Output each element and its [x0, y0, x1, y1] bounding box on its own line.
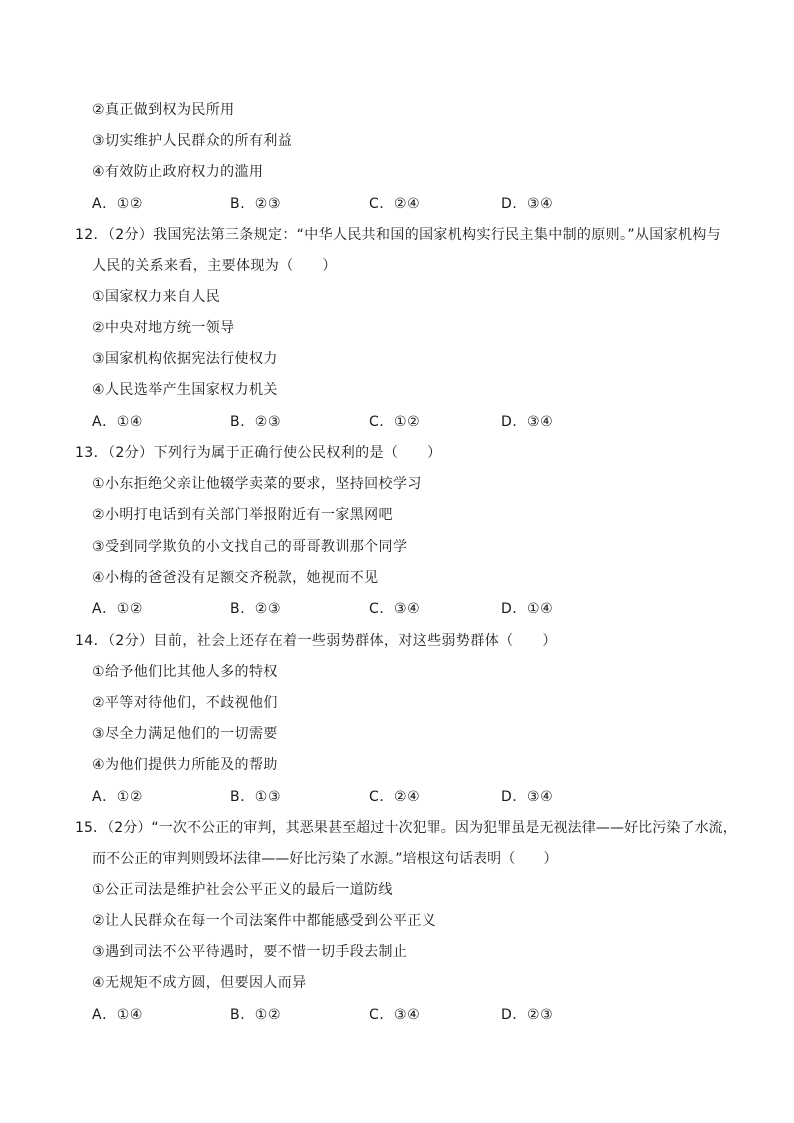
- question-stem: 人民的关系来看，主要体现为（ ）: [92, 258, 337, 274]
- option-a[interactable]: A．①④: [92, 414, 144, 430]
- question-stem: 15．（2分）“一次不公正的审判，其恶果甚至超过十次犯罪。因为犯罪虽是无视法律——好比污染了水流，: [75, 820, 737, 836]
- statement: ①给予他们比其他人多的特权: [92, 664, 278, 680]
- statement: ③国家机构依据宪法行使权力: [92, 351, 278, 367]
- statement: ①小东拒绝父亲让他辍学卖菜的要求，坚持回校学习: [92, 476, 422, 492]
- option-c[interactable]: C．②④: [369, 789, 421, 805]
- question-stem: 13．（2分）下列行为属于正确行使公民权利的是（ ）: [75, 445, 442, 461]
- option-b[interactable]: B．②③: [230, 601, 282, 617]
- statement: ①公正司法是维护社会公平正义的最后一道防线: [92, 882, 393, 898]
- statement: ④人民选举产生国家权力机关: [92, 382, 278, 398]
- statement: ③遇到司法不公平待遇时，要不惜一切手段去制止: [92, 944, 408, 960]
- question-stem: 12．（2分）我国宪法第三条规定：“中华人民共和国的国家机构实行民主集中制的原则。”从国家机构与: [75, 227, 722, 243]
- option-c[interactable]: C．①②: [369, 414, 421, 430]
- option-b[interactable]: B．①②: [230, 1007, 282, 1023]
- option-d[interactable]: D．②③: [501, 1007, 554, 1023]
- option-c[interactable]: C．②④: [369, 196, 421, 212]
- statement: ①国家权力来自人民: [92, 289, 221, 305]
- option-b[interactable]: B．①③: [230, 789, 282, 805]
- question-stem: 而不公正的审判则毁坏法律——好比污染了水源。”培根这句话表明（ ）: [92, 851, 558, 867]
- statement: ③受到同学欺负的小文找自己的哥哥教训那个同学: [92, 539, 408, 555]
- option-c[interactable]: C．③④: [369, 601, 421, 617]
- option-d[interactable]: D．③④: [501, 196, 554, 212]
- option-a[interactable]: A．①②: [92, 789, 144, 805]
- statement: ②让人民群众在每一个司法案件中都能感受到公平正义: [92, 913, 437, 929]
- option-b[interactable]: B．②③: [230, 414, 282, 430]
- statement: ③尽全力满足他们的一切需要: [92, 726, 278, 742]
- option-b[interactable]: B．②③: [230, 196, 282, 212]
- option-a[interactable]: A．①④: [92, 1007, 144, 1023]
- option-d[interactable]: D．③④: [501, 414, 554, 430]
- question-stem: 14．（2分）目前，社会上还存在着一些弱势群体，对这些弱势群体（ ）: [75, 633, 557, 649]
- statement: ④小梅的爸爸没有足额交齐税款，她视而不见: [92, 570, 379, 586]
- option-c[interactable]: C．③④: [369, 1007, 421, 1023]
- statement: ④无规矩不成方圆，但要因人而异: [92, 975, 307, 991]
- option-d[interactable]: D．③④: [501, 789, 554, 805]
- option-a[interactable]: A．①②: [92, 196, 144, 212]
- statement: ②真正做到权为民所用: [92, 102, 235, 118]
- statement: ②平等对待他们，不歧视他们: [92, 695, 278, 711]
- statement: ④有效防止政府权力的滥用: [92, 164, 264, 180]
- statement: ②中央对地方统一领导: [92, 320, 235, 336]
- statement: ③切实维护人民群众的所有利益: [92, 133, 293, 149]
- option-d[interactable]: D．①④: [501, 601, 554, 617]
- option-a[interactable]: A．①②: [92, 601, 144, 617]
- statement: ②小明打电话到有关部门举报附近有一家黑网吧: [92, 507, 393, 523]
- statement: ④为他们提供力所能及的帮助: [92, 757, 278, 773]
